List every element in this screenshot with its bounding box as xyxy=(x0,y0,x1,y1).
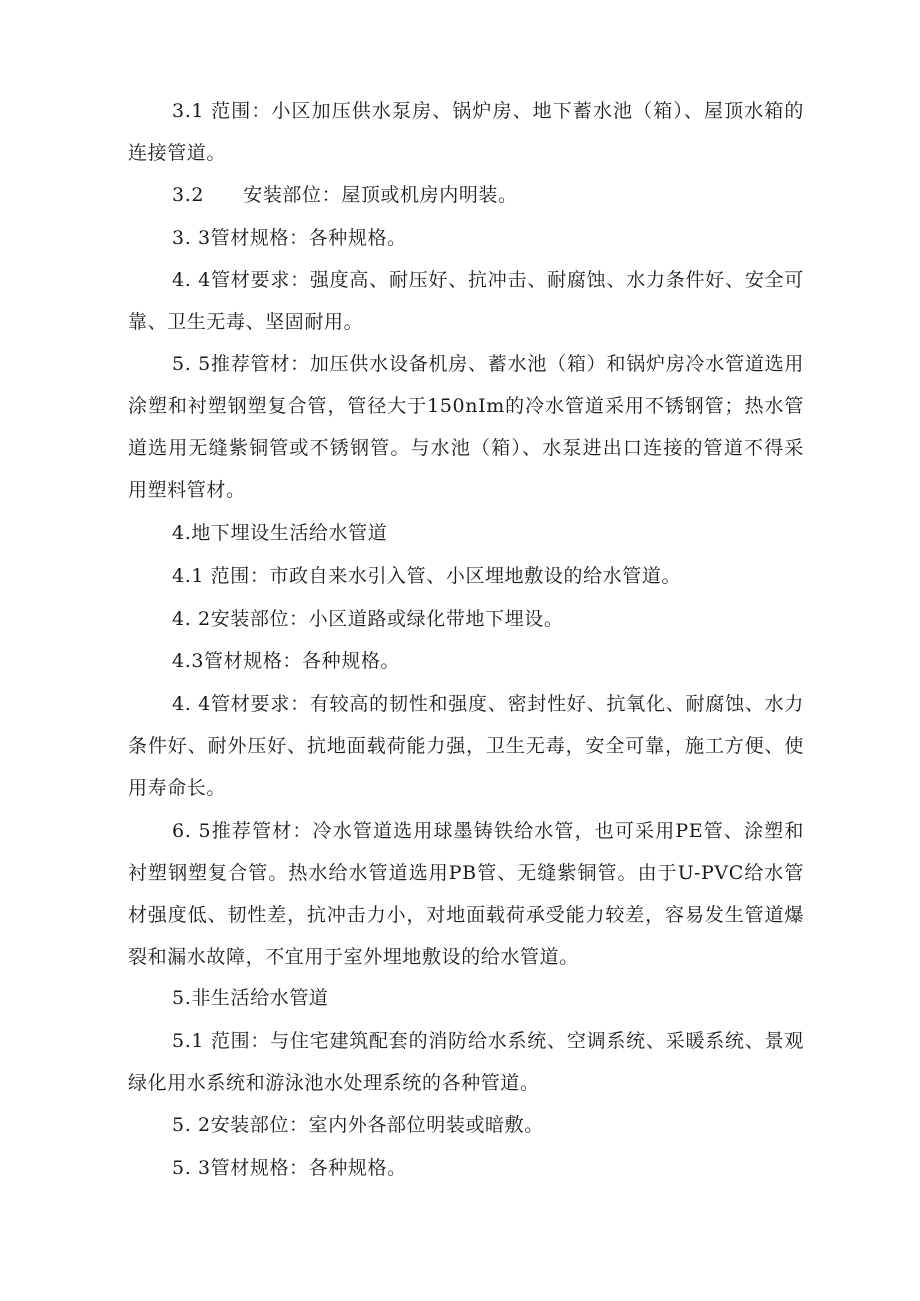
paragraph-4-3-spec: 4.3管材规格：各种规格。 xyxy=(172,650,401,672)
paragraph-3-2-install: 3.2 安装部位：屋顶或机房内明装。 xyxy=(172,184,518,206)
paragraph-5-3-spec: 5. 3管材规格：各种规格。 xyxy=(172,1157,407,1179)
paragraph-4-1-scope: 4.1 范围：市政自来水引入管、小区埋地敷设的给水管道。 xyxy=(172,565,682,587)
paragraph-3-1-scope: 3.1 范围：小区加压供水泵房、锅炉房、地下蓄水池（箱）、屋顶水箱的连接管道。 xyxy=(128,100,804,164)
paragraph-5-1-scope: 5.1 范围：与住宅建筑配套的消防给水系统、空调系统、采暖系统、景观绿化用水系统和游泳池水处理系统的各种管道。 xyxy=(128,1030,804,1094)
paragraph-4-2-install: 4. 2安装部位：小区道路或绿化带地下埋设。 xyxy=(172,608,564,630)
paragraph-6-5-recommended: 6. 5推荐管材：冷水管道选用球墨铸铁给水管，也可采用PE管、涂塑和衬塑钢塑复合管。热水给水管道选用PB管、无缝紫铜管。由于U-PVC给水管材强度低、韧性差，抗冲击力小，对地面载荷承受能力较差，容易发生管道爆裂和漏水故障，不宜用于室外埋地敷设的给水管道。 xyxy=(128,820,804,968)
paragraph-4-4-requirements: 4. 4管材要求：有较高的韧性和强度、密封性好、抗氧化、耐腐蚀、水力条件好、耐外压好、抗地面载荷能力强，卫生无毒，安全可靠，施工方便、使用寿命长。 xyxy=(128,693,804,799)
paragraph-3-3-spec: 3. 3管材规格：各种规格。 xyxy=(172,227,407,249)
paragraph-5-2-install: 5. 2安装部位：室内外各部位明装或暗敷。 xyxy=(172,1114,544,1136)
section-heading-4: 4.地下埋设生活给水管道 xyxy=(172,522,388,544)
section-heading-5: 5.非生活给水管道 xyxy=(172,987,329,1009)
paragraph-4-4-requirements: 4. 4管材要求：强度高、耐压好、抗冲击、耐腐蚀、水力条件好、安全可靠、卫生无毒、坚固耐用。 xyxy=(128,269,804,333)
paragraph-5-5-recommended: 5. 5推荐管材：加压供水设备机房、蓄水池（箱）和锅炉房冷水管道选用涂塑和衬塑钢塑复合管，管径大于150nIm的冷水管道采用不锈钢管；热水管道选用无缝紫铜管或不锈钢管。与水池（箱）、水泵进出口连接的管道不得采用塑料管材。 xyxy=(128,353,804,501)
